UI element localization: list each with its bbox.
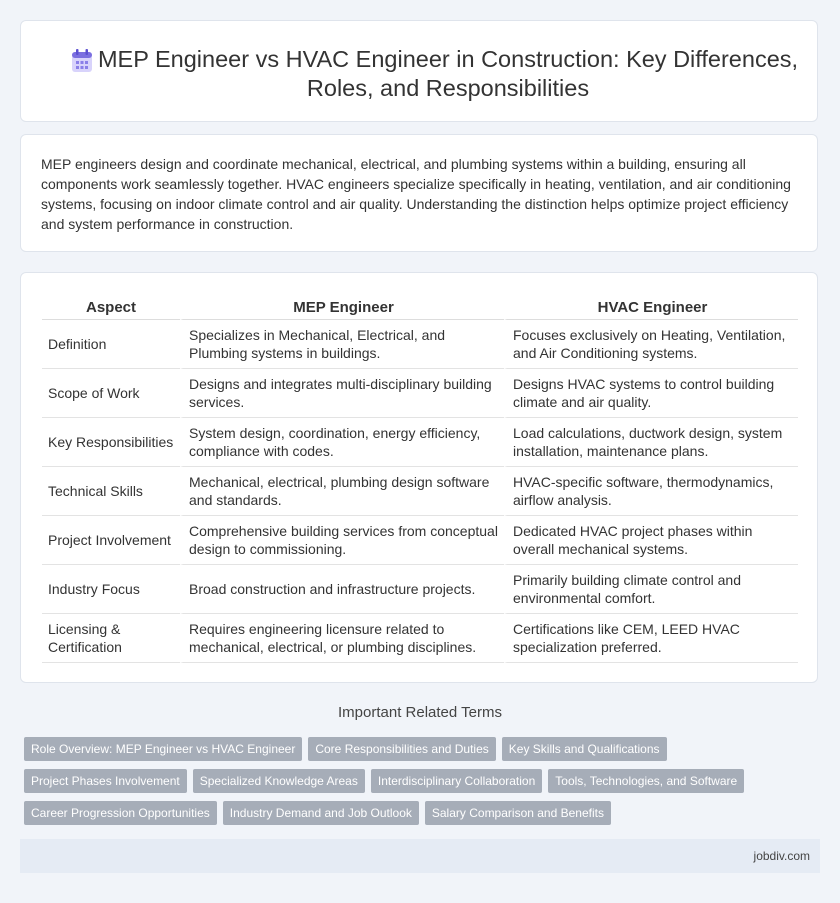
hvac-cell: Designs HVAC systems to control building climate and air quality. [504, 369, 798, 418]
header-hvac: HVAC Engineer [504, 295, 798, 320]
tag-specialized-knowledge[interactable]: Specialized Knowledge Areas [193, 769, 365, 793]
tag-core-responsibilities[interactable]: Core Responsibilities and Duties [308, 737, 495, 761]
table-header-row [42, 295, 798, 320]
table-row [42, 565, 798, 614]
intro-card [20, 134, 818, 252]
header-mep: MEP Engineer [180, 295, 504, 320]
mep-cell: Comprehensive building services from conceptual design to commissioning. [180, 516, 504, 565]
footer-site-link[interactable]: jobdiv.com [753, 849, 810, 863]
intro-text: MEP engineers design and coordinate mechanical, electrical, and plumbing systems within a building, ensuring all components work seamlessly together. HVAC engineers specialize specifically in heating, ventilation, and air conditioning systems, focusing on indoor climate control and air quality. Understanding the distinction helps optimize project efficiency and system performance in construction. [41, 156, 791, 232]
header-card [20, 20, 818, 122]
hvac-cell: Focuses exclusively on Heating, Ventilation, and Air Conditioning systems. [504, 320, 798, 369]
table-row [42, 320, 798, 369]
table-row [42, 467, 798, 516]
hvac-cell: Primarily building climate control and environmental comfort. [504, 565, 798, 614]
aspect-cell: Technical Skills [42, 467, 180, 516]
table-row [42, 369, 798, 418]
header-aspect: Aspect [42, 295, 180, 320]
hvac-cell: Load calculations, ductwork design, system installation, maintenance plans. [504, 418, 798, 467]
mep-cell: Designs and integrates multi-disciplinary building services. [180, 369, 504, 418]
related-terms [24, 737, 824, 833]
tag-row [24, 801, 824, 825]
mep-cell: System design, coordination, energy efficiency, compliance with codes. [180, 418, 504, 467]
calendar-icon [71, 49, 93, 73]
aspect-cell: Licensing & Certification [42, 614, 180, 663]
tag-row [24, 769, 824, 793]
comparison-card [20, 272, 818, 683]
table-row [42, 614, 798, 663]
table-row [42, 418, 798, 467]
aspect-cell: Key Responsibilities [42, 418, 180, 467]
mep-cell: Requires engineering licensure related to mechanical, electrical, or plumbing disciplines. [180, 614, 504, 663]
footer [20, 839, 820, 873]
mep-cell: Mechanical, electrical, plumbing design software and standards. [180, 467, 504, 516]
aspect-cell: Definition [42, 320, 180, 369]
mep-cell: Specializes in Mechanical, Electrical, and Plumbing systems in buildings. [180, 320, 504, 369]
page-title: MEP Engineer vs HVAC Engineer in Construction: Key Differences, Roles, and Responsibilities [97, 46, 799, 101]
tag-row [24, 737, 824, 761]
tag-project-phases[interactable]: Project Phases Involvement [24, 769, 187, 793]
comparison-table [42, 295, 798, 663]
tag-interdisciplinary[interactable]: Interdisciplinary Collaboration [371, 769, 542, 793]
tag-career-progression[interactable]: Career Progression Opportunities [24, 801, 217, 825]
aspect-cell: Scope of Work [42, 369, 180, 418]
tag-key-skills[interactable]: Key Skills and Qualifications [502, 737, 667, 761]
hvac-cell: Certifications like CEM, LEED HVAC specialization preferred. [504, 614, 798, 663]
hvac-cell: HVAC-specific software, thermodynamics, airflow analysis. [504, 467, 798, 516]
tag-salary[interactable]: Salary Comparison and Benefits [425, 801, 611, 825]
tag-industry-demand[interactable]: Industry Demand and Job Outlook [223, 801, 419, 825]
tag-role-overview[interactable]: Role Overview: MEP Engineer vs HVAC Engineer [24, 737, 302, 761]
aspect-cell: Project Involvement [42, 516, 180, 565]
mep-cell: Broad construction and infrastructure projects. [180, 565, 504, 614]
hvac-cell: Dedicated HVAC project phases within overall mechanical systems. [504, 516, 798, 565]
aspect-cell: Industry Focus [42, 565, 180, 614]
related-terms-title: Important Related Terms [338, 704, 502, 721]
tag-tools[interactable]: Tools, Technologies, and Software [548, 769, 744, 793]
table-row [42, 516, 798, 565]
